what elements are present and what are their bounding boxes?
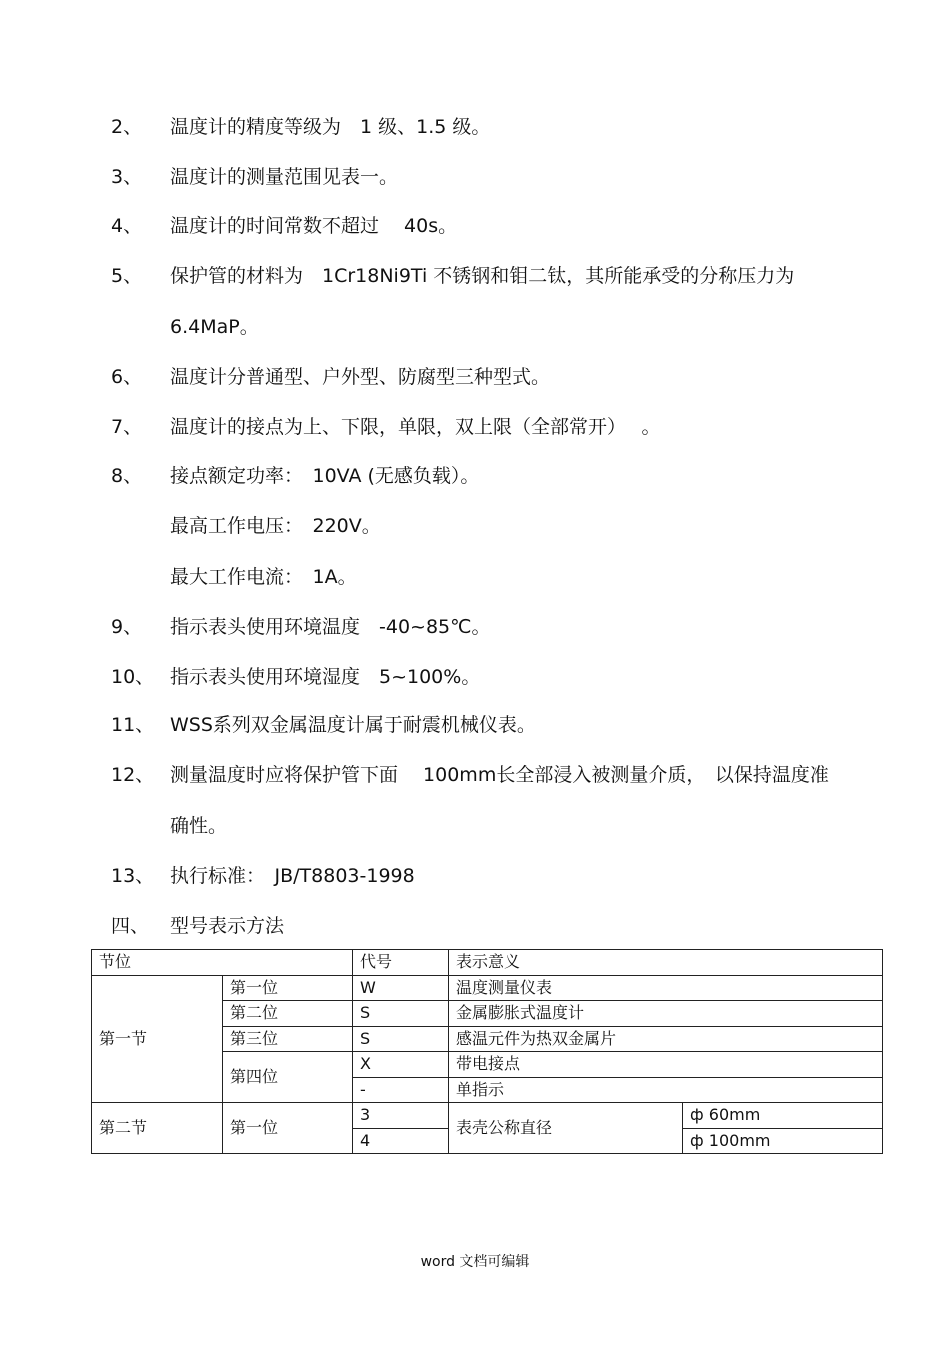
table-header-row bbox=[92, 950, 883, 976]
item-number: 4、 bbox=[111, 215, 143, 237]
code-cell: W bbox=[353, 975, 449, 1001]
header-code: 代号 bbox=[353, 950, 449, 976]
meaning-cell: 单指示 bbox=[449, 1077, 883, 1103]
item-number: 四、 bbox=[111, 915, 150, 937]
table-row bbox=[92, 975, 883, 1001]
item-number: 12、 bbox=[111, 764, 155, 786]
item-text: 温度计分普通型、户外型、防腐型三种型式。 bbox=[170, 366, 551, 388]
item-text: 保护管的材料为 1Cr18Ni9Ti 不锈钢和钼二钛，其所能承受的分称压力为 bbox=[170, 265, 795, 287]
code-cell: 4 bbox=[353, 1128, 449, 1154]
meaning-cell: 表壳公称直径 bbox=[449, 1103, 683, 1154]
item-text: WSS系列双金属温度计属于耐震机械仪表。 bbox=[170, 714, 536, 736]
item-number: 9、 bbox=[111, 616, 143, 638]
item-number: 7、 bbox=[111, 416, 143, 438]
item-text: 6.4MaP。 bbox=[170, 316, 259, 338]
item-number: 3、 bbox=[111, 166, 143, 188]
item-number: 6、 bbox=[111, 366, 143, 388]
position-cell: 第三位 bbox=[223, 1026, 353, 1052]
item-text: 最高工作电压： 220V。 bbox=[170, 515, 381, 537]
item-number: 10、 bbox=[111, 666, 155, 688]
position-cell: 第二位 bbox=[223, 1001, 353, 1027]
item-text: 最大工作电流： 1A。 bbox=[170, 566, 357, 588]
item-text: 指示表头使用环境温度 -40~85℃。 bbox=[170, 616, 491, 638]
model-designation-table bbox=[91, 949, 883, 1154]
item-number: 11、 bbox=[111, 714, 155, 736]
meaning-cell: 带电接点 bbox=[449, 1052, 883, 1078]
item-text: 型号表示方法 bbox=[170, 915, 285, 937]
item-text: 温度计的精度等级为 1 级、1.5 级。 bbox=[170, 116, 491, 138]
item-text: 温度计的时间常数不超过 40s。 bbox=[170, 215, 458, 237]
item-text: 确性。 bbox=[170, 815, 228, 837]
item-text: 温度计的测量范围见表一。 bbox=[170, 166, 399, 188]
item-text: 接点额定功率： 10VA (无感负载）。 bbox=[170, 465, 480, 487]
meaning-cell: 金属膨胀式温度计 bbox=[449, 1001, 883, 1027]
position-cell: 第一位 bbox=[223, 1103, 353, 1154]
header-meaning: 表示意义 bbox=[449, 950, 883, 976]
position-cell: 第四位 bbox=[223, 1052, 353, 1103]
code-cell: S bbox=[353, 1026, 449, 1052]
code-cell: X bbox=[353, 1052, 449, 1078]
item-number: 5、 bbox=[111, 265, 143, 287]
code-cell: S bbox=[353, 1001, 449, 1027]
size-cell: ф 100mm bbox=[683, 1128, 883, 1154]
table-row bbox=[92, 1103, 883, 1129]
item-number: 2、 bbox=[111, 116, 143, 138]
item-text: 指示表头使用环境湿度 5~100%。 bbox=[170, 666, 481, 688]
item-text: 温度计的接点为上、下限，单限，双上限（全部常开） 。 bbox=[170, 416, 661, 438]
code-cell: - bbox=[353, 1077, 449, 1103]
position-cell: 第一位 bbox=[223, 975, 353, 1001]
size-cell: ф 60mm bbox=[683, 1103, 883, 1129]
meaning-cell: 感温元件为热双金属片 bbox=[449, 1026, 883, 1052]
section-1-label: 第一节 bbox=[92, 975, 223, 1103]
meaning-cell: 温度测量仪表 bbox=[449, 975, 883, 1001]
item-number: 8、 bbox=[111, 465, 143, 487]
item-text: 测量温度时应将保护管下面 100mm长全部浸入被测量介质， 以保持温度准 bbox=[170, 764, 829, 786]
item-text: 执行标准： JB/T8803-1998 bbox=[170, 865, 415, 887]
item-number: 13、 bbox=[111, 865, 155, 887]
page-footer: word 文档可编辑 bbox=[420, 1254, 530, 1270]
code-cell: 3 bbox=[353, 1103, 449, 1129]
section-2-label: 第二节 bbox=[92, 1103, 223, 1154]
header-section: 节位 bbox=[92, 950, 353, 976]
